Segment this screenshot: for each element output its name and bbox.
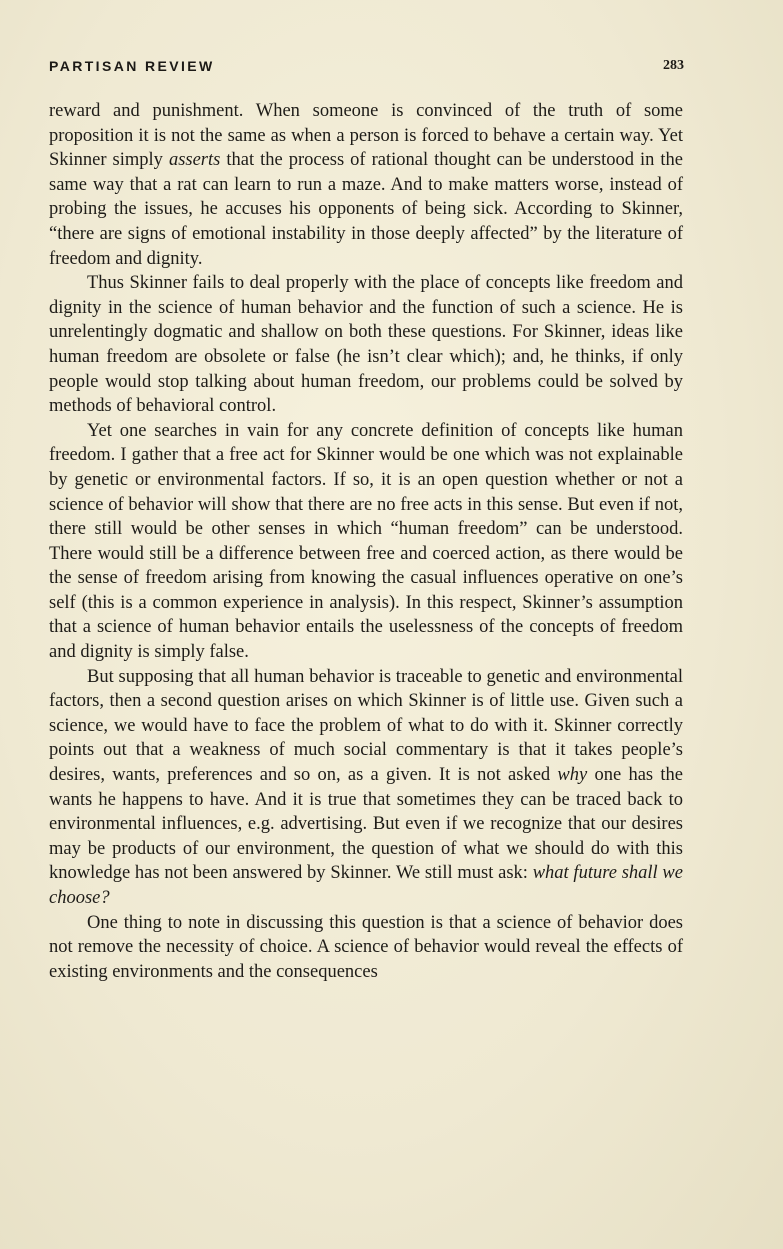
paragraph-5: One thing to note in discussing this question is that a science of behavior does not remove the necessity of choice. A science of behavior would reveal the effects of existing environments and the consequences (49, 912, 683, 982)
paragraph-text: one has the wants he happens to have. And it is true that sometimes they can be traced back to environmental influences, e.g. advertising. But even if we recognize that our desires may be products of our environment, the question of what we should do with this knowledge has not been answered by Skinner. We still must ask: (49, 765, 683, 884)
page-number: 283 (663, 58, 684, 73)
paragraph-text: But supposing that all human behavior is traceable to genetic and environmental factors, then a second question arises on which Skinner is of little use. Given such a science, we would have to face the problem of what to do with it. Skinner correctly points out that a weakness of much social commentary is that it takes people’s desires, wants, preferences and so on, as a given. It is not asked (49, 666, 683, 786)
italic-question: what future shall we choose? (49, 863, 683, 908)
paragraph-text: that the process of rational thought can be understood in the same way that a rat can learn to run a maze. And to make matters worse, instead of probing the issues, he accuses his opponents of being sick. According to Skinner, “there are signs of emotional instability in those deeply affected” by the literature of freedom and dignity. (49, 150, 683, 269)
paragraph-text: reward and punishment. When someone is convinced of the truth of some proposition it is not the same as when a person is forced to behave a certain way. Yet Skinner simply (49, 101, 683, 171)
italic-emphasis: asserts (168, 150, 221, 171)
paragraph-3: Yet one searches in vain for any concrete definition of concepts like human freedom. I gather that a free act for Skinner would be one which was not explainable by genetic or environmental factors. If so, it is an open question whether or not a science of behavior will show that there are no free acts in this sense. But even if not, there still would be other senses in which “human freedom” can be understood. There would still be a difference between free and coerced action, as there would be the sense of freedom arising from knowing the casual influences operative on one’s self (this is a common experience in analysis). In this respect, Skinner’s assumption that a science of human behavior entails the uselessness of the concepts of freedom and dignity is simply false. (49, 420, 683, 663)
paragraph-2: Thus Skinner fails to deal properly with the place of concepts like freedom and dignity in the science of human behavior and the function of such a science. He is unrelentingly dogmatic and shallow on both these questions. For Skinner, ideas like human freedom are obsolete or false (he isn’t clear which); and, he thinks, if only people would stop talking about human freedom, our problems could be solved by methods of behavioral control. (49, 273, 683, 417)
running-head (49, 58, 684, 78)
paragraph-1 (49, 99, 683, 271)
journal-title: PARTISAN REVIEW (49, 58, 215, 74)
paragraph-4 (49, 665, 683, 911)
article-body (49, 99, 683, 984)
italic-emphasis: why (557, 765, 588, 786)
